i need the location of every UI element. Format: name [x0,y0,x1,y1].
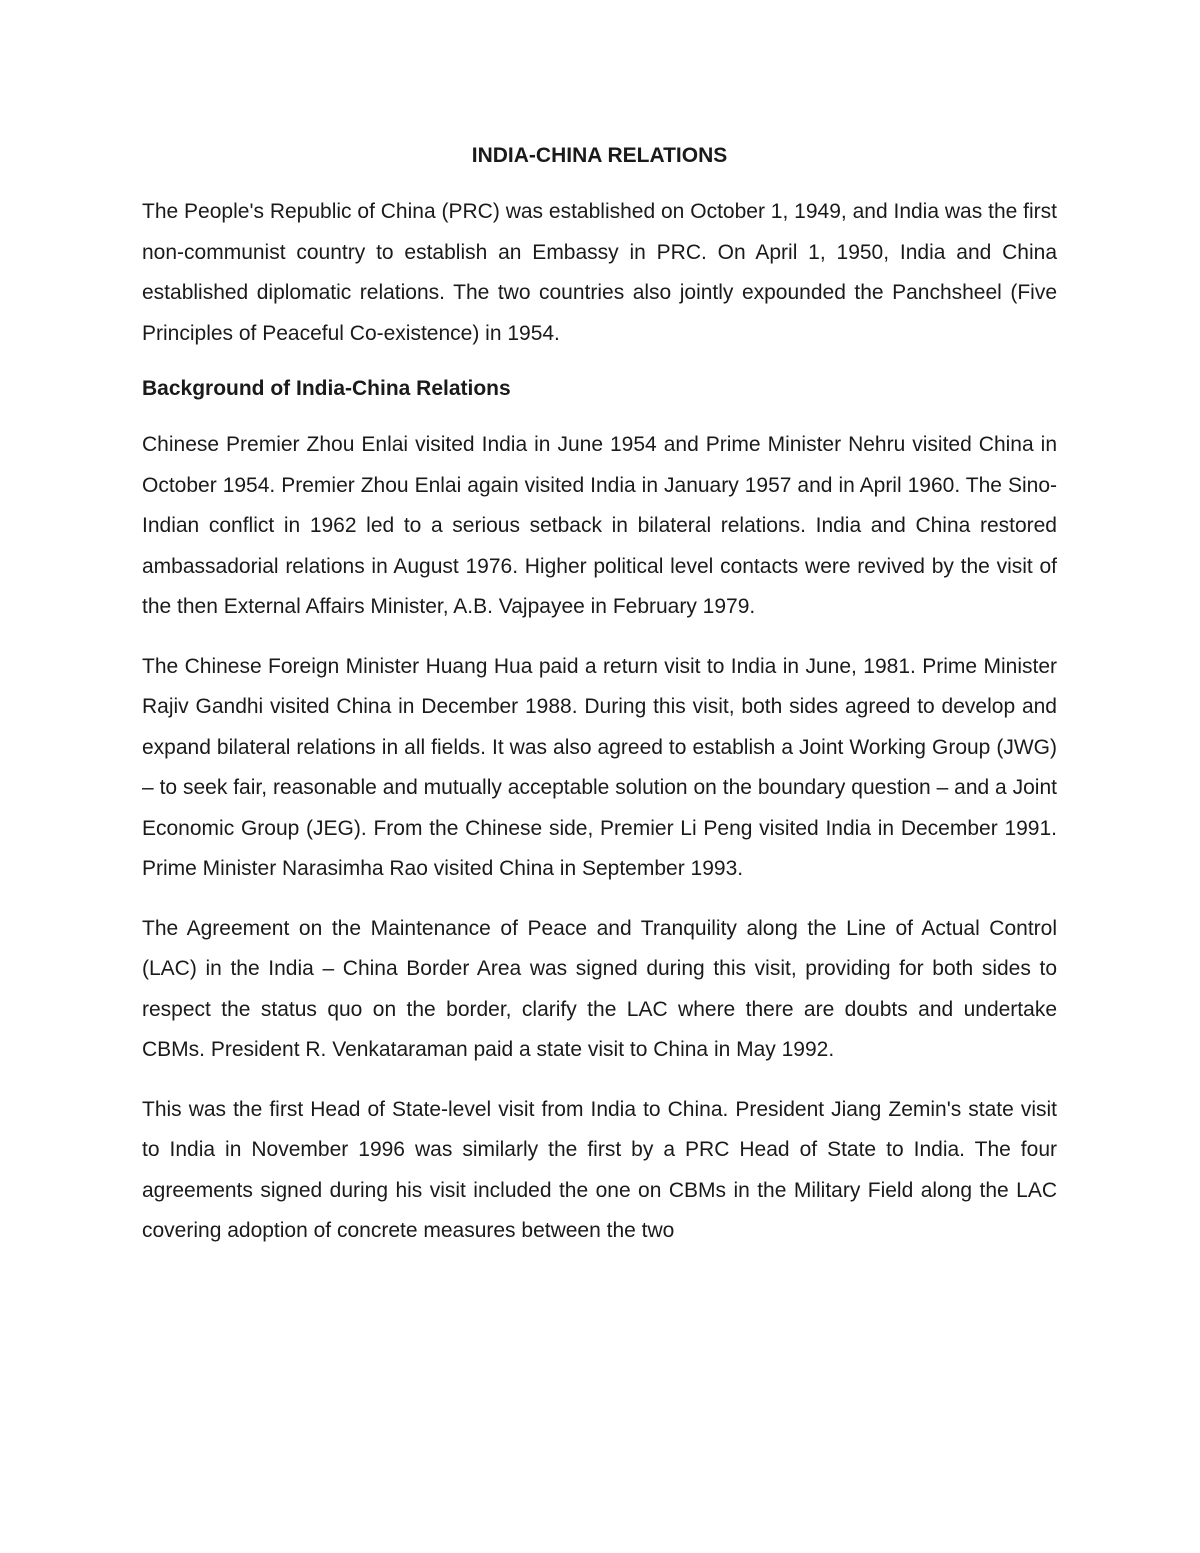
document-page [142,140,1057,1271]
section-heading: Background of India-China Relations [142,377,511,400]
body-paragraph-4: This was the first Head of State-level visit from India to China. President Jiang Zemin's state visit to India in November 1996 was similarly the first by a PRC Head of State to India. The four agreements signed during his visit included the one on CBMs in the Military Field along the LAC covering adoption of concrete measures between the two [142,1097,1057,1242]
body-paragraph-2: The Chinese Foreign Minister Huang Hua paid a return visit to India in June, 1981. Prime Minister Rajiv Gandhi visited China in December 1988. During this visit, both sides agreed to develop and expand bilateral relations in all fields. It was also agreed to establish a Joint Working Group (JWG) – to seek fair, reasonable and mutually acceptable solution on the boundary question – and a Joint Economic Group (JEG). From the Chinese side, Premier Li Peng visited India in December 1991. Prime Minister Narasimha Rao visited China in September 1993. [142,654,1057,880]
body-paragraph-1: Chinese Premier Zhou Enlai visited India in June 1954 and Prime Minister Nehru visited China in October 1954. Premier Zhou Enlai again visited India in January 1957 and in April 1960. The Sino-Indian conflict in 1962 led to a serious setback in bilateral relations. India and China restored ambassadorial relations in August 1976. Higher political level contacts were revived by the visit of the then External Affairs Minister, A.B. Vajpayee in February 1979. [142,433,1057,618]
page-title: INDIA-CHINA RELATIONS [471,144,728,167]
body-paragraph-3: The Agreement on the Maintenance of Peace and Tranquility along the Line of Actual Control (LAC) in the India – China Border Area was signed during this visit, providing for both sides to respect the status quo on the border, clarify the LAC where there are doubts and undertake CBMs. President R. Venkataraman paid a state visit to China in May 1992. [142,916,1057,1061]
intro-paragraph: The People's Republic of China (PRC) was established on October 1, 1949, and India was the first non-communist country to establish an Embassy in PRC. On April 1, 1950, India and China established diplomatic relations. The two countries also jointly expounded the Panchsheel (Five Principles of Peaceful Co-existence) in 1954. [142,200,1057,345]
